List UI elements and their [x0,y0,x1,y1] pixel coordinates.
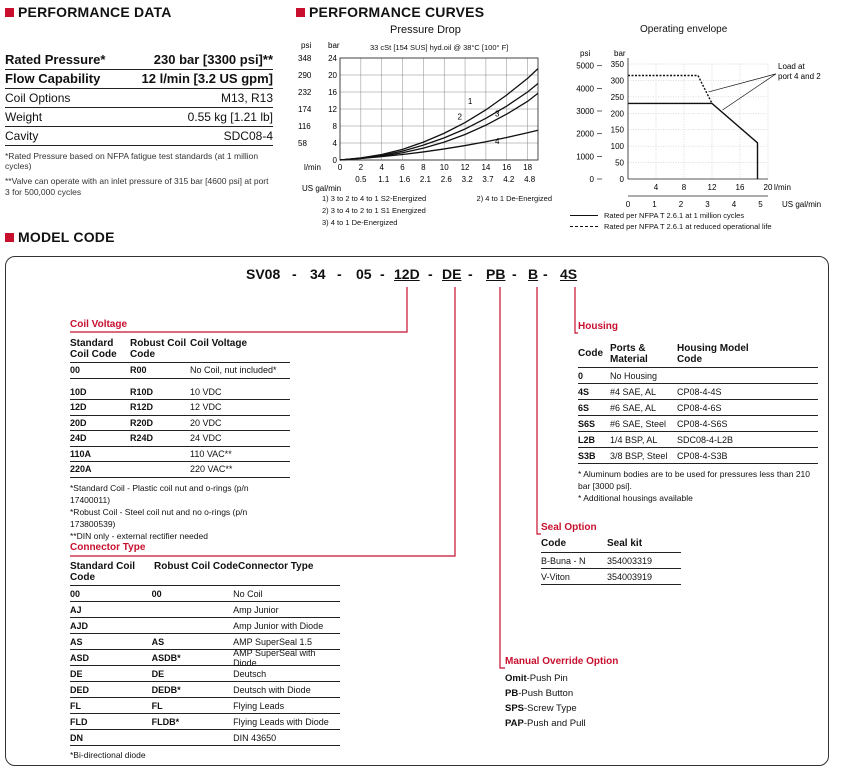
coil-voltage-section [70,319,290,542]
robust-code: R12D [130,402,154,413]
manual-override-section [505,656,645,731]
x2-tick-label: 2.1 [419,175,432,184]
connector-type-row [70,647,340,668]
legend-entry: Rated per NFPA T 2.6.1 at 1 million cycles [604,211,745,220]
y-tick-label: 12 [328,105,337,114]
robust-code: R20D [130,417,154,428]
col-header: Robust Coil Code [154,561,238,572]
manual-override-row [505,701,645,716]
housing-title: Housing [578,321,618,332]
x-tick-label: 2 [358,163,364,172]
perf-value: SDC08-4 [223,129,273,143]
standard-code: DN [70,732,83,743]
y-left-tick-label: 232 [298,88,312,97]
x2-tick-label: 1.6 [399,175,411,184]
code-segment-seal: B [528,266,539,282]
y-tick-label: 8 [332,122,337,131]
connector-type-row [70,666,340,682]
col-header: Coil Voltage [190,338,248,349]
code-separator: - [468,266,473,282]
housing-code: S6S [578,418,596,429]
x-tick-label: 12 [460,163,470,172]
code-segment-series: SV08 [246,266,281,282]
housing-row [578,448,818,464]
x-tick-label: 4 [379,163,384,172]
series-label: 1 [467,96,473,106]
x-tick-label: 8 [421,163,426,172]
y-tick-label: 16 [328,88,337,97]
robust-code: FL [151,700,163,711]
housing-model-code: SDC08-4-L2B [677,434,734,445]
connector-type: AMP SuperSeal with Diode [233,647,316,668]
y-left-tick-label: 290 [298,71,312,80]
coil-voltage-row [70,385,290,401]
code-segment-function: 34 [310,266,326,282]
override-desc: -Push Button [518,688,574,699]
coil-voltage-row [70,462,290,478]
x2-tick-label: 2.6 [440,175,452,184]
coil-voltage-row [70,363,290,379]
override-code: PB [505,688,519,699]
col-header: Standard Coil Code [70,338,117,360]
coil-voltage-header [70,338,290,363]
robust-code: 00 [151,588,162,599]
pressure-drop-title: Pressure Drop [390,24,461,36]
coil-voltage: 10 VDC [190,386,222,397]
y-right-axis-label: bar [328,41,340,50]
coil-voltage-rows [70,363,290,478]
code-segment-connector: DE [442,266,462,282]
section-title-text: MODEL CODE [18,229,115,245]
coil-voltage-row [70,416,290,432]
connector-note: *Bi-directional diode [70,750,146,760]
standard-code: 00 [70,588,81,599]
housing-model-code: CP08-4-6S [677,402,722,413]
coil-voltage: 110 VAC** [190,448,232,459]
ports-material: #6 SAE, Steel [610,418,667,429]
seal-option-row [541,569,681,585]
y-left-tick-label: 3000 [576,107,594,117]
legend-entry: 2) 4 to 1 De-Energized [476,194,552,203]
x-tick-label: 12 [707,183,717,192]
y-tick-label: 0 [332,156,337,165]
housing-model-code: CP08-4-S3B [677,450,728,461]
y-tick-label: 300 [610,76,624,86]
x2-tick-label: 0 [625,200,631,209]
connector-type-row [70,602,340,618]
robust-code: R24D [130,433,154,444]
override-code: SPS [505,703,525,714]
coil-voltage-row [70,431,290,447]
note: *Robust Coil - Steel coil nut and no o-rings (p/n 173800539) [70,506,248,529]
perf-note: **Valve can operate with an inlet pressure of 315 bar [4600 psi] at port 3 for 500,000 cycles [5,176,269,197]
x-tick-label: 20 [763,183,773,192]
standard-code: 12D [70,402,87,413]
ports-material: No Housing [610,370,658,381]
section-title-text: PERFORMANCE DATA [18,4,172,20]
y-left-tick-label: 4000 [576,84,594,94]
connector-type: Flying Leads with Diode [233,716,329,727]
x-tick-label: 10 [439,163,449,172]
standard-code: 220A [70,464,92,475]
standard-code: 20D [70,417,87,428]
coil-voltage-row [70,400,290,416]
override-code: PAP [505,718,524,729]
x2-tick-label: 3.7 [482,175,494,184]
manual-override-leader [500,287,505,668]
x2-tick-label: 3.2 [461,175,473,184]
connector-type: Amp Junior [233,604,279,615]
col-header: Code [541,538,566,549]
robust-code: DE [151,668,165,679]
y-left-tick-label: 0 [589,175,594,184]
override-desc: -Push and Pull [523,718,586,729]
standard-code: 24D [70,433,87,444]
legend-entry: 3) 4 to 1 De-Energized [322,218,398,227]
legend-entry: 2) 3 to 4 to 2 to 1 S1 Energized [322,206,426,215]
pressure-drop-subtitle: 33 cSt [154 SUS] hyd.oil @ 38°C [100° F] [370,43,509,52]
x-tick-label: 16 [735,183,745,192]
x-tick-label: 0 [337,163,343,172]
housing-section [578,321,818,504]
connector-type: Flying Leads [233,700,285,711]
code-segment-variant: 05 [356,266,372,282]
series-label: 2 [457,112,462,122]
perf-value: 12 l/min [3.2 US gpm] [141,71,273,86]
housing-row [578,416,818,432]
code-separator: - [337,266,342,282]
standard-code: AJD [70,620,89,631]
seal-kit: 354003919 [607,571,653,582]
x2-tick-label: 5 [758,200,763,209]
perf-label: Coil Options [5,91,71,105]
coil-voltage-row [70,447,290,463]
code-separator: - [543,266,548,282]
x2-tick-label: 4.8 [524,175,536,184]
coil-voltage: No Coil, nut included* [190,365,277,376]
housing-row [578,400,818,416]
perf-label: Rated Pressure* [5,52,106,67]
x-tick-label: 4 [653,183,659,192]
x2-tick-label: 4.2 [503,175,515,184]
connector-type-row [70,698,340,714]
coil-voltage: 12 VDC [190,402,222,413]
code-separator: - [380,266,385,282]
x2-tick-label: 1.1 [378,175,390,184]
y-left-tick-label: 348 [298,54,312,63]
connector-type-rows [70,586,340,746]
note: *Standard Coil - Plastic coil nut and o-rings (p/n 17400011) [70,482,249,505]
y-left-tick-label: 5000 [576,61,594,71]
seal-option-header [541,538,681,553]
x-tick-label: 14 [481,163,491,172]
perf-value: 230 bar [3300 psi]** [153,52,273,67]
housing-row [578,384,818,400]
override-desc: -Push Pin [526,673,568,684]
seal-option-title: Seal Option [541,522,597,533]
y-left-tick-label: 174 [298,105,312,114]
connector-type: Amp Junior with Diode [233,620,324,631]
y-tick-label: 250 [610,92,624,102]
col-header: Ports & Material [610,342,648,365]
perf-value: M13, R13 [220,91,273,105]
x-axis-label: l/min [304,163,321,172]
note: * Additional housings available [578,493,693,503]
section-title-text: PERFORMANCE CURVES [309,4,485,20]
col-header: Code [578,348,603,359]
note: * Aluminum bodies are to be used for pressures less than 210 bar [3000 psi]. [578,469,810,491]
housing-notes [578,468,818,504]
housing-code: L2B [578,434,596,445]
manual-override-row [505,671,645,686]
robust-code: ASDB* [151,652,181,663]
code-separator: - [428,266,433,282]
x2-tick-label: 1 [652,200,657,209]
y-left-tick-label: 1000 [576,152,594,162]
connector-type-row [70,586,340,602]
housing-code: 4S [578,386,590,397]
standard-code: DE [70,668,83,679]
connector-type-row [70,730,340,746]
y-tick-label: 350 [610,60,624,69]
x2-tick-label: 3 [705,200,710,209]
col-header: Robust Coil Code [130,338,187,360]
y-tick-label: 0 [619,175,624,184]
code-separator: - [292,266,297,282]
x-tick-label: 18 [523,163,533,172]
x-tick-label: 16 [502,163,512,172]
y-tick-label: 150 [610,125,624,135]
coil-voltage: 220 VAC** [190,464,233,475]
standard-code: 00 [70,365,81,376]
connector-type-row [70,618,340,634]
connector-type-section [70,542,340,760]
standard-code: DED [70,684,90,695]
override-code: Omit [505,673,527,684]
code-separator: - [512,266,517,282]
col-header: Housing Model Code [677,342,749,365]
coil-voltage: 24 VDC [190,433,222,444]
y-tick-label: 50 [615,158,624,168]
perf-label: Cavity [5,129,39,143]
housing-code: S3B [578,450,596,461]
ports-material: 1/4 BSP, AL [610,434,658,445]
connector-type: No Coil [233,588,263,599]
robust-code: R10D [130,386,154,397]
standard-code: 110A [70,448,92,459]
robust-code: FLDB* [151,716,180,727]
col-header: Seal kit [607,538,643,549]
y-left-tick-label: 116 [298,122,311,131]
robust-code: R00 [130,365,147,376]
x2-tick-label: 2 [678,200,684,209]
connector-type-row [70,714,340,730]
coil-voltage: 20 VDC [190,417,222,428]
seal-code: V-Viton [541,571,570,582]
housing-row [578,432,818,448]
y-tick-label: 4 [332,139,337,148]
series-label: 4 [494,137,500,147]
perf-value: 0.55 kg [1.21 lb] [187,110,273,124]
manual-override-rows [505,671,645,731]
code-segment-housing: 4S [560,266,578,282]
standard-code: FL [70,700,81,711]
annotation-label: Load at port 4 and 2 [778,61,821,81]
note: **DIN only - external rectifier needed [70,530,208,541]
series-label: 3 [494,109,500,119]
manual-override-row [505,686,645,701]
y-right-axis-label: bar [614,49,626,58]
seal-option-rows [541,553,681,585]
connector-type: DIN 43650 [233,732,277,743]
y-tick-label: 24 [328,54,337,63]
seal-option-section [541,522,681,585]
y-left-axis-label: psi [301,41,312,50]
ports-material: #4 SAE, AL [610,386,657,397]
housing-code: 0 [578,370,584,381]
legend-entry: 1) 3 to 2 to 4 to 1 S2-Energized [322,194,427,203]
y-left-tick-label: 2000 [576,129,594,139]
connector-type-title: Connector Type [70,542,146,553]
y-tick-label: 200 [610,109,624,119]
connector-type: Deutsch with Diode [233,684,311,695]
col-header: Connector Type [238,561,314,572]
housing-model-code: CP08-4-S6S [677,418,728,429]
connector-type-header [70,561,340,586]
x2-tick-label: 4 [731,200,737,209]
ports-material: 3/8 BSP, Steel [610,450,668,461]
coil-voltage-title: Coil Voltage [70,319,128,330]
code-segment-manual-override: PB [486,266,506,282]
legend-entry: Rated per NFPA T 2.6.1 at reduced operational life [604,222,772,231]
housing-rows [578,368,818,464]
housing-header [578,340,818,368]
seal-option-row [541,553,681,569]
operating-envelope-title: Operating envelope [640,24,728,35]
housing-model-code: CP08-4-4S [677,386,722,397]
x2-axis-label: US gal/min [302,184,342,193]
connector-type: AMP SuperSeal 1.5 [233,636,313,647]
housing-code: 6S [578,402,590,413]
coil-voltage-notes [70,482,290,542]
perf-label: Weight [5,110,43,124]
standard-code: AJ [70,604,82,615]
connector-type: Deutsch [233,668,267,679]
x2-axis-label: US gal/min [782,200,822,209]
override-desc: -Screw Type [524,703,577,714]
manual-override-row [505,716,645,731]
y-tick-label: 20 [328,71,337,80]
y-left-axis-label: psi [580,49,591,58]
seal-option-leader [537,287,541,534]
perf-label: Flow Capability [5,71,101,86]
housing-row [578,368,818,384]
standard-code: 10D [70,386,87,397]
robust-code: DEDB* [151,684,181,695]
manual-override-title: Manual Override Option [505,656,619,667]
standard-code: AS [70,636,83,647]
y-left-tick-label: 58 [298,139,307,148]
code-segment-coil-voltage: 12D [394,266,420,282]
ports-material: #6 SAE, AL [610,402,657,413]
x-tick-label: 6 [400,163,405,172]
y-tick-label: 100 [610,142,624,152]
standard-code: ASD [70,652,90,663]
standard-code: FLD [70,716,88,727]
x-tick-label: 8 [681,183,687,192]
perf-note: *Rated Pressure based on NFPA fatigue test standards (at 1 million cycles) [5,151,259,171]
seal-code: B-Buna - N [541,555,586,566]
col-header: Standard Coil Code [70,561,136,583]
connector-type-row [70,682,340,698]
x2-tick-label: 0.5 [355,175,367,184]
seal-kit: 354003319 [607,555,653,566]
x-axis-label: l/min [774,183,791,192]
robust-code: AS [151,636,165,647]
